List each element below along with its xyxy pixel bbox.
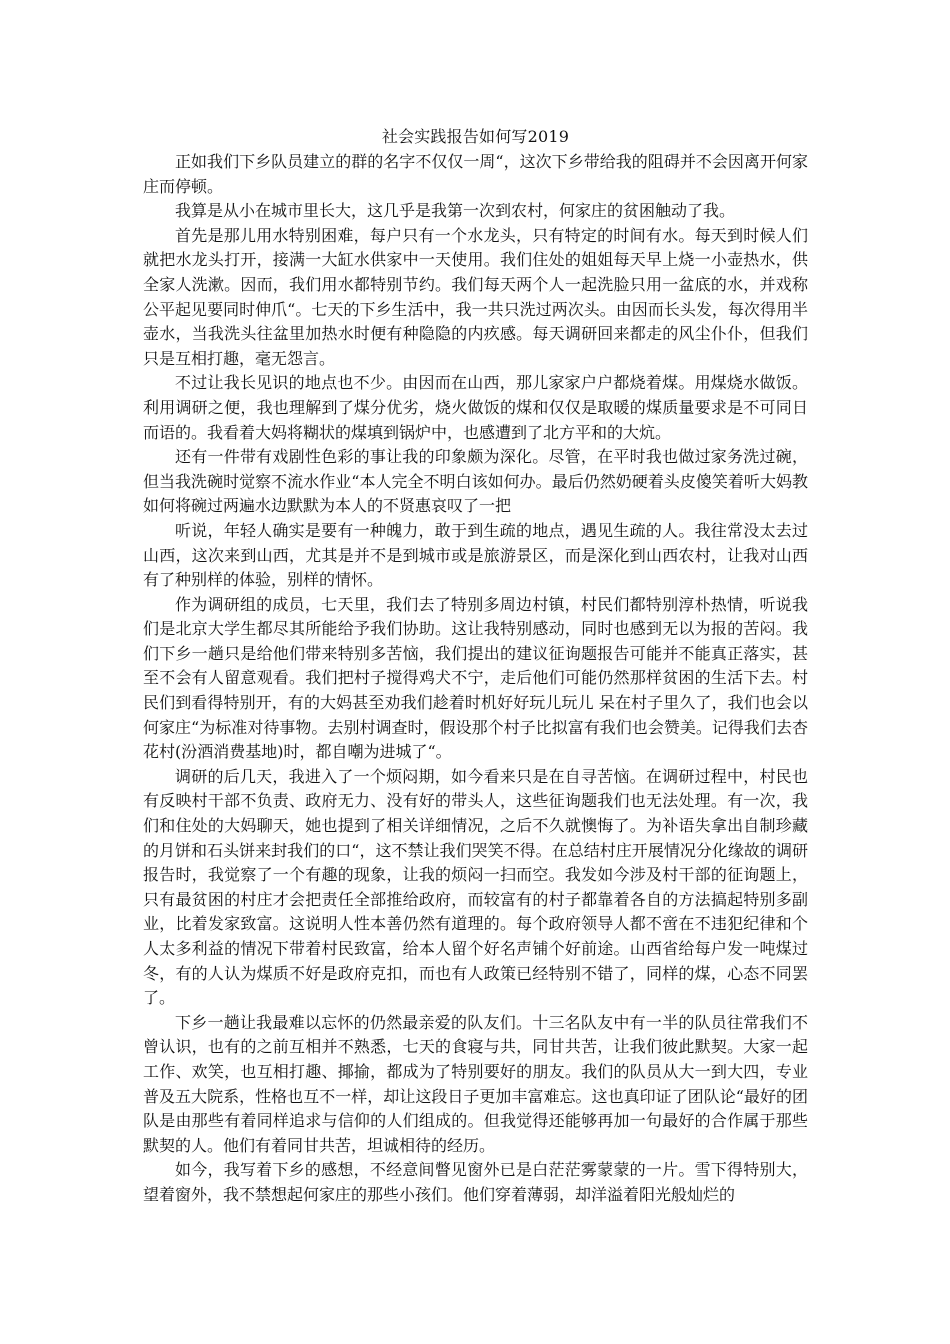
paragraph-4: 不过让我长见识的地点也不少。由因而在山西，那儿家家户户都烧着煤。用煤烧水做饭。利用调研之便，我也理解到了煤分优劣，烧火做饭的煤和仅仅是取暖的煤质量要求是不可同日而语的。我看着大妈将糊状的煤填到锅炉中，也感遭到了北方平和的大炕。	[143, 373, 808, 442]
paragraph-6: 听说，年轻人确实是要有一种魄力，敢于到生疏的地点，遇见生疏的人。我往常没太去过山西，这次来到山西，尤其是并不是到城市或是旅游景区，而是深化到山西农村，让我对山西有了种别样的体验，别样的情怀。	[143, 520, 808, 590]
document-title: 社会实践报告如何写2019	[381, 127, 570, 146]
paragraph-3: 首先是那儿用水特别困难，每户只有一个水龙头，只有特定的时间有水。每天到时候人们就把水龙头打开，接满一大缸水供家中一天使用。我们住处的姐姐每天早上烧一小壶热水，供全家人洗漱。因而，我们用水都特别节约。我们每天两个人一起洗脸只用一盆底的水，并戏称公平起见要同时伸爪“。七天的下乡生活中，我一共只洗过两次头。由因而长头发，每次得用半壶水，当我洗头往盆里加热水时便有种隐隐的内疚感。每天调研回来都走的风尘仆仆，但我们只是互相打趣，毫无怨言。	[143, 225, 808, 368]
paragraph-1: 正如我们下乡队员建立的群的名字不仅仅一周“，这次下乡带给我的阻碍并不会因离开何家庄而停顿。	[143, 152, 808, 196]
paragraph-10: 如今，我写着下乡的感想，不经意间瞥见窗外已是白茫茫雾蒙蒙的一片。雪下得特别大，望着窗外，我不禁想起何家庄的那些小孩们。他们穿着薄弱，却洋溢着阳光般灿烂的	[143, 1160, 808, 1204]
paragraph-5: 还有一件带有戏剧性色彩的事让我的印象颇为深化。尽管，在平时我也做过家务洗过碗，但当我洗碗时觉察不流水作业“本人完全不明白该如何办。最后仍然奶硬着头皮傻笑着听大妈教如何将碗过两遍水边默默为本人的不贤惠哀叹了一把	[143, 447, 808, 516]
document-page	[143, 126, 808, 1208]
paragraph-8: 调研的后几天，我进入了一个烦闷期，如今看来只是在自寻苦恼。在调研过程中，村民也有反映村干部不负责、政府无力、没有好的带头人，这些征询题我们也无法处理。有一次，我们和住处的大妈聊天，她也提到了相关详细情况，之后不久就懊悔了。为补语失拿出自制珍藏的月饼和石头饼来封我们的口“，这不禁让我们哭笑不得。在总结村庄开展情况分化缘故的调研报告时，我觉察了一个有趣的现象，让我的烦闷一扫而空。我发如今涉及村干部的征询题上，只有最贫困的村庄才会把责任全部推给政府，而较富有的村子都靠着各自的方法搞起特别多副业，比着发家致富。这说明人性本善仍然有道理的。每个政府领导人都不啻在不违犯纪律和个人太多利益的情况下带着村民致富，给本人留个好名声铺个好前途。山西省给每户发一吨煤过冬，有的人认为煤质不好是政府克扣，而也有人政策已经特别不错了，同样的煤，心态不同罢了。	[143, 766, 808, 1008]
paragraph-7: 作为调研组的成员，七天里，我们去了特别多周边村镇，村民们都特别淳朴热情，听说我们是北京大学生都尽其所能给予我们协助。这让我特别感动，同时也感到无以为报的苦闷。我们下乡一趟只是给他们带来特别多苦恼，我们提出的建议征询题报告可能并不能真正落实，甚至不会有人留意观看。我们把村子搅得鸡犬不宁，走后他们可能仍然那样贫困的生活下去。村民们到看得特别开，有的大妈甚至劝我们趁着时机好好玩儿玩儿 呆在村子里久了，我们也会以何家庄“为标准对待事物。去别村调查时，假设那个村子比拟富有我们也会赞美。记得我们去杏花村(汾酒消费基地)时，都自嘲为进城了“。	[143, 594, 808, 762]
paragraph-9: 下乡一趟让我最难以忘怀的仍然最亲爱的队友们。十三名队友中有一半的队员往常我们不曾认识，也有的之前互相并不熟悉，七天的食寝与共，同甘共苦，让我们彼此默契。大家一起工作、欢笑，也互相打趣、揶揄，都成为了特别要好的朋友。我们的队员从大一到大四，专业普及五大院系，性格也互不一样，却让这段日子更加丰富难忘。这也真印证了团队论“最好的团队是由那些有着同样追求与信仰的人们组成的。但我觉得还能够再加一句最好的合作属于那些默契的人。他们有着同甘共苦，坦诚相待的经历。	[143, 1012, 808, 1155]
paragraph-2: 我算是从小在城市里长大，这几乎是我第一次到农村，何家庄的贫困触动了我。	[175, 201, 736, 221]
